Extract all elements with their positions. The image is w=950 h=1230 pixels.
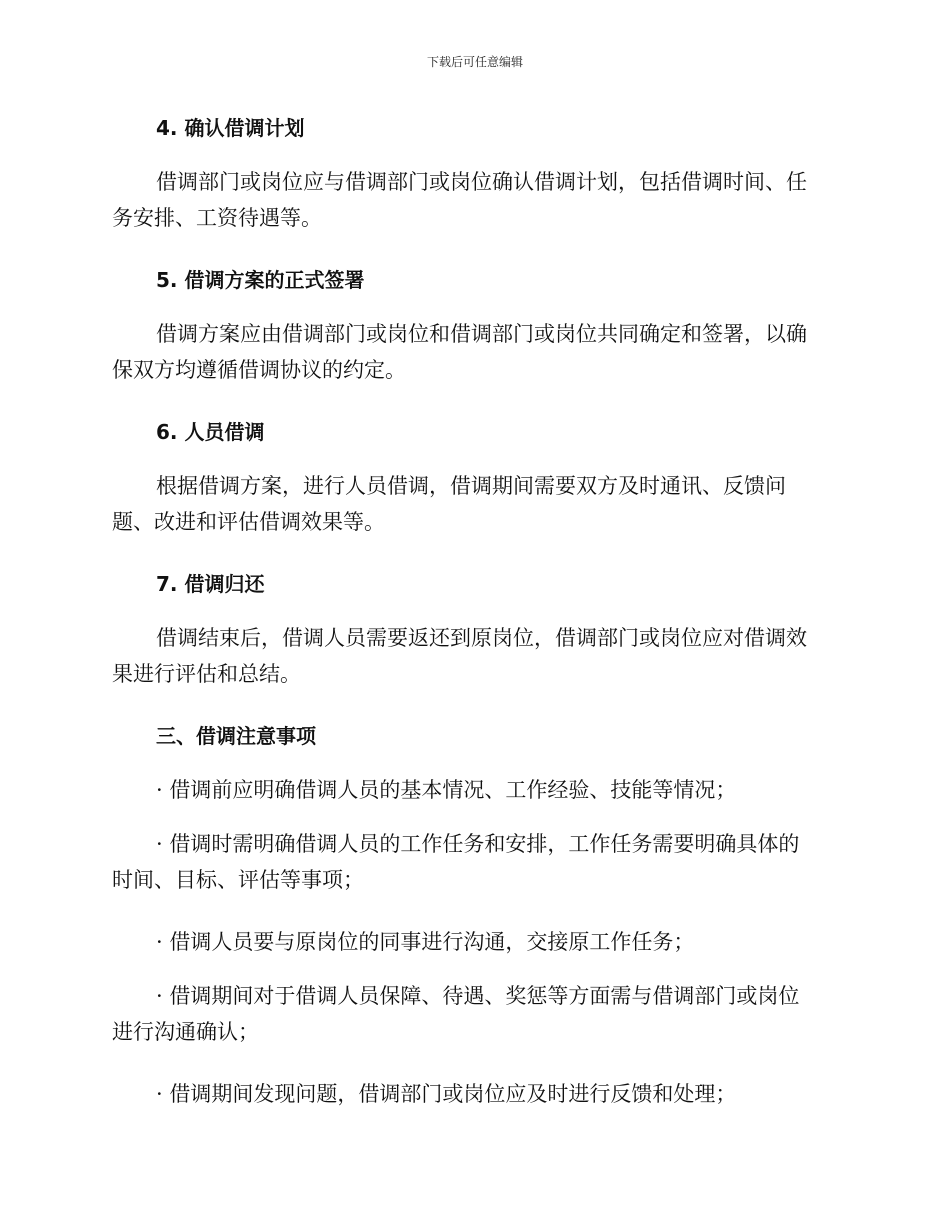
section-paragraph-4 [112, 164, 832, 236]
list-item [112, 924, 832, 960]
paragraph-line: 借调结束后，借调人员需要返还到原岗位，借调部门或岗位应对借调效 [156, 626, 807, 650]
paragraph-line: 借调方案应由借调部门或岗位和借调部门或岗位共同确定和签署，以确 [156, 322, 807, 346]
list-item-line: · 借调期间发现问题，借调部门或岗位应及时进行反馈和处理； [156, 1082, 737, 1106]
list-item-line: · 借调前应明确借调人员的基本情况、工作经验、技能等情况； [156, 778, 737, 802]
section-paragraph-7 [112, 620, 832, 692]
paragraph-line: 务安排、工资待遇等。 [112, 206, 322, 230]
paragraph-line: 根据借调方案，进行人员借调，借调期间需要双方及时通讯、反馈问 [156, 474, 786, 498]
section-heading-5: 5. 借调方案的正式签署 [156, 268, 365, 292]
section-paragraph-5 [112, 316, 832, 388]
section-heading-4: 4. 确认借调计划 [156, 116, 305, 140]
paragraph-line: 保双方均遵循借调协议的约定。 [112, 358, 406, 382]
section-heading-6: 6. 人员借调 [156, 420, 265, 444]
list-item-line: · 借调期间对于借调人员保障、待遇、奖惩等方面需与借调部门或岗位 [156, 984, 800, 1008]
list-item [112, 978, 832, 1050]
section-paragraph-6 [112, 468, 832, 540]
section-heading-notes: 三、借调注意事项 [156, 724, 316, 748]
list-item-line: · 借调人员要与原岗位的同事进行沟通，交接原工作任务； [156, 930, 695, 954]
list-item [112, 772, 832, 808]
list-item-line: · 借调时需明确借调人员的工作任务和安排，工作任务需要明确具体的 [156, 832, 800, 856]
page-header-note: 下载后可任意编辑 [426, 55, 523, 69]
list-item-line: 时间、目标、评估等事项； [112, 868, 364, 892]
paragraph-line: 借调部门或岗位应与借调部门或岗位确认借调计划，包括借调时间、任 [156, 170, 807, 194]
list-item-line: 进行沟通确认； [112, 1020, 259, 1044]
paragraph-line: 果进行评估和总结。 [112, 662, 301, 686]
paragraph-line: 题、改进和评估借调效果等。 [112, 510, 385, 534]
list-item [112, 1076, 832, 1112]
section-heading-7: 7. 借调归还 [156, 572, 265, 596]
list-item [112, 826, 832, 898]
